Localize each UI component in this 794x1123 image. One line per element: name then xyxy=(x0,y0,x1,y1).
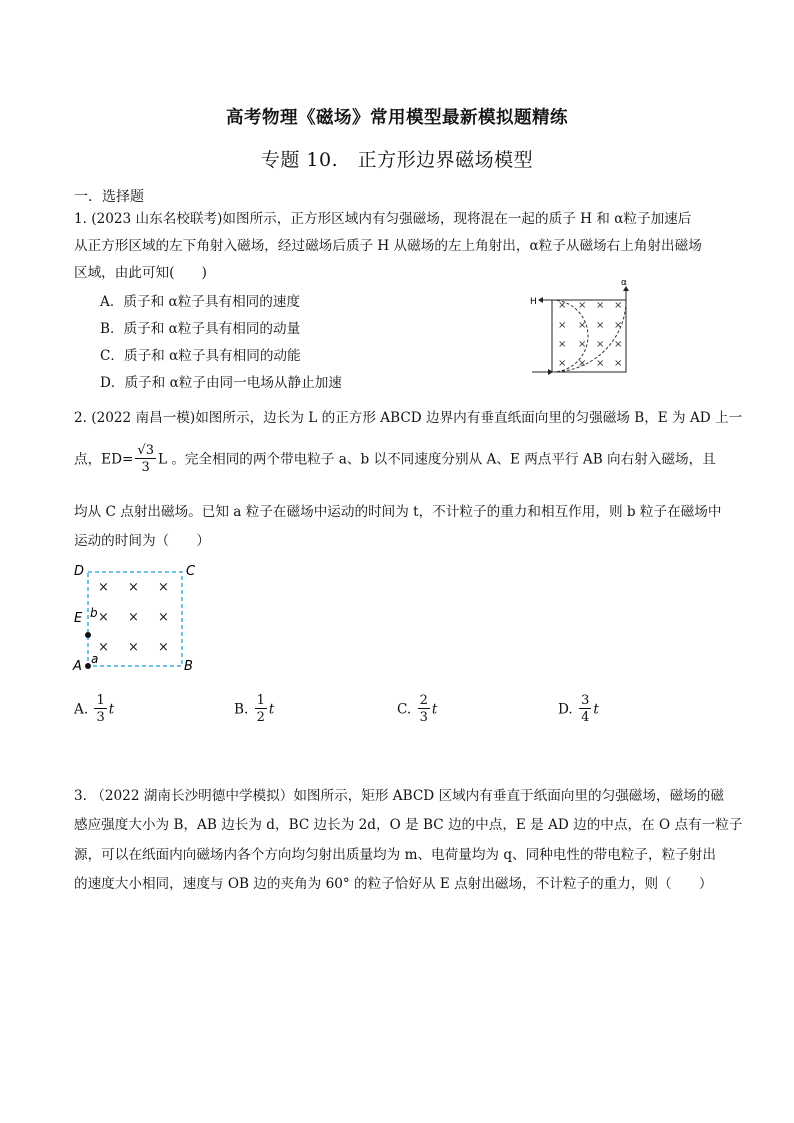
option-den: 3 xyxy=(96,710,105,726)
q2-figure xyxy=(70,560,200,675)
q2-label-a: A xyxy=(73,659,82,674)
q2-crosses xyxy=(98,580,169,655)
cross: × xyxy=(98,640,109,655)
q1-line-3: 区域，由此可知( ) xyxy=(74,265,207,281)
q1-label-alpha: α xyxy=(621,280,627,288)
cross: × xyxy=(614,320,623,331)
option-den: 2 xyxy=(256,710,265,726)
option-den: 4 xyxy=(581,710,590,726)
q2-label-b-particle: b xyxy=(90,606,98,620)
q1-label-h: H xyxy=(530,297,537,307)
option-num: 1 xyxy=(96,693,105,708)
q1-crosses xyxy=(558,300,622,369)
cross: × xyxy=(558,320,567,331)
q2-label-b: B xyxy=(184,659,193,674)
q2-label-d: D xyxy=(74,564,85,579)
cross: × xyxy=(158,640,169,655)
cross: × xyxy=(158,580,169,595)
cross: × xyxy=(558,339,567,350)
option-letter: C. xyxy=(397,701,412,718)
option-var: t xyxy=(431,701,438,718)
q1-option-a[interactable]: A．质子和 α粒子具有相同的速度 xyxy=(100,294,301,310)
q2-line-3: 均从 C 点射出磁场。已知 a 粒子在磁场中运动的时间为 t，不计粒子的重力和相互作用，则 b 粒子在磁场中 xyxy=(74,504,722,520)
q2-line-1: 2. (2022 南昌一模)如图所示，边长为 L 的正方形 ABCD 边界内有垂直纸面向里的匀强磁场 B，E 为 AD 上一 xyxy=(74,410,743,426)
q2-line-2 xyxy=(74,444,716,476)
cross: × xyxy=(578,320,587,331)
cross: × xyxy=(128,640,139,655)
q3-line-3: 源，可以在纸面内向磁场内各个方向均匀射出质量均为 m、电荷量均为 q、同种电性的带电粒子，粒子射出 xyxy=(74,847,716,863)
q1-option-d[interactable]: D．质子和 α粒子由同一电场从静止加速 xyxy=(100,375,342,391)
cross: × xyxy=(596,300,605,311)
cross: × xyxy=(596,320,605,331)
q2-point-e xyxy=(85,632,91,638)
cross: × xyxy=(558,358,567,369)
option-num: 2 xyxy=(419,693,428,708)
q2-fraction-num: √3 xyxy=(137,443,154,458)
cross: × xyxy=(128,580,139,595)
q2-label-c: C xyxy=(186,564,196,579)
page-subtitle: 专题 10. 正方形边界磁场模型 xyxy=(260,149,534,171)
cross: × xyxy=(596,358,605,369)
section-label: 一．选择题 xyxy=(74,189,144,205)
q2-line-4: 运动的时间为（ ） xyxy=(74,533,210,549)
cross: × xyxy=(98,580,109,595)
q3-line-1: 3. （2022 湖南长沙明德中学模拟）如图所示，矩形 ABCD 区域内有垂直于纸面向里的匀强磁场，磁场的磁 xyxy=(74,788,724,804)
q2-label-a-particle: a xyxy=(91,652,99,666)
q2-option-b[interactable] xyxy=(234,694,274,726)
q2-fraction-den: 3 xyxy=(141,460,150,476)
option-var: t xyxy=(593,701,599,718)
q2-label-e: E xyxy=(74,611,83,626)
page-title: 高考物理《磁场》常用模型最新模拟题精练 xyxy=(226,108,568,128)
option-num: 1 xyxy=(256,693,265,708)
cross: × xyxy=(158,610,169,625)
q1-option-c[interactable]: C．质子和 α粒子具有相同的动能 xyxy=(100,348,301,364)
cross: × xyxy=(98,610,109,625)
q2-fraction xyxy=(135,444,156,476)
option-var: t xyxy=(108,701,115,718)
q1-option-b[interactable]: B．质子和 α粒子具有相同的动量 xyxy=(100,321,301,337)
option-num: 3 xyxy=(581,693,590,708)
cross: × xyxy=(596,339,605,350)
cross: × xyxy=(558,300,567,311)
q1-figure xyxy=(528,280,638,380)
q2-option-d[interactable] xyxy=(558,694,599,726)
cross: × xyxy=(578,300,587,311)
q3-line-2: 感应强度大小为 B，AB 边长为 d，BC 边长为 2d，O 是 BC 边的中点，E 是 AD 边的中点，在 O 点有一粒子 xyxy=(74,817,743,833)
q2-option-a[interactable] xyxy=(74,694,114,726)
q1-line-1: 1. (2023 山东名校联考)如图所示，正方形区域内有匀强磁场，现将混在一起的质子 H 和 α粒子加速后 xyxy=(74,211,692,227)
option-var: t xyxy=(268,701,275,718)
option-letter: B. xyxy=(234,701,249,718)
q1-line-2: 从正方形区域的左下角射入磁场，经过磁场后质子 H 从磁场的左上角射出，α粒子从磁场右上角射出磁场 xyxy=(74,238,702,254)
cross: × xyxy=(614,358,623,369)
cross: × xyxy=(614,339,623,350)
cross: × xyxy=(578,358,587,369)
q1-h-exit-arrow xyxy=(538,297,543,303)
q3-line-4: 的速度大小相同，速度与 OB 边的夹角为 60° 的粒子恰好从 E 点射出磁场，不计粒子的重力，则（ ） xyxy=(74,876,713,892)
q2-option-c[interactable] xyxy=(397,694,437,726)
cross: × xyxy=(614,300,623,311)
option-den: 3 xyxy=(419,710,428,726)
option-letter: D. xyxy=(558,701,573,718)
cross: × xyxy=(128,610,139,625)
cross: × xyxy=(578,339,587,350)
option-letter: A. xyxy=(74,701,89,718)
q2-line-2-post: L 。完全相同的两个带电粒子 a、b 以不同速度分别从 A、E 两点平行 AB 向右射入磁场，且 xyxy=(157,451,716,468)
q2-line-2-pre: 点，ED= xyxy=(74,451,134,468)
